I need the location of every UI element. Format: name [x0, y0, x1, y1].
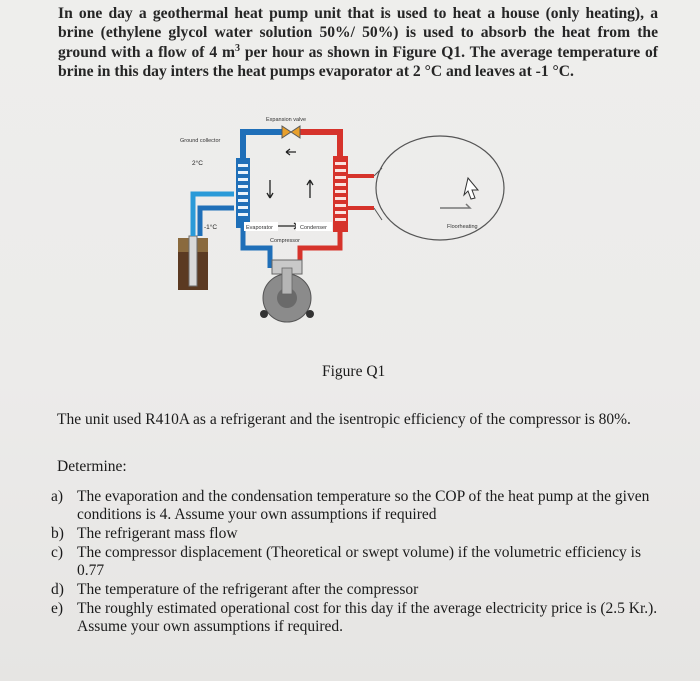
task-text: The compressor displacement (Theoretical or swept volume) if the volumetric efficiency is 0.77 — [77, 544, 641, 579]
heating-loop-pipes — [348, 176, 374, 208]
flow-arrow-up — [307, 180, 313, 198]
cursor-icon — [464, 178, 478, 199]
refrigerant-line-hot — [300, 132, 340, 156]
expansion-valve-right — [291, 126, 300, 138]
borehole-pipe — [189, 236, 197, 286]
label-temp-in: 2°C — [192, 160, 203, 167]
task-letter: a) — [51, 488, 64, 505]
house-zoom-circle — [376, 136, 504, 240]
label-compressor: Compressor — [270, 238, 300, 244]
refrigerant-statement: The unit used R410A as a refrigerant and the isentropic efficiency of the compressor is 80%. — [57, 411, 631, 428]
task-item — [48, 544, 658, 580]
flow-arrow-down — [267, 180, 273, 198]
task-letter: e) — [51, 600, 64, 617]
task-letter: b) — [51, 525, 64, 542]
task-letter: c) — [51, 544, 64, 561]
flow-arrow-right — [278, 223, 298, 229]
determine-heading: Determine: — [57, 458, 127, 475]
task-text: The refrigerant mass flow — [77, 525, 238, 542]
intro-text-1: In one day a geothermal heat pump unit that is used to heat a house (only heating), a brine (ethylene glycol water solution 50%/ 50%) is used to absorb the heat from the ground with a flow of 4 m — [58, 5, 658, 61]
label-evaporator: Evaporator — [246, 225, 273, 231]
task-text: The temperature of the refrigerant after the compressor — [77, 581, 419, 598]
brine-pipe-in — [200, 208, 234, 236]
label-condenser: Condenser — [300, 225, 327, 231]
compressor-bolt-left — [260, 310, 268, 318]
condenser-coil — [335, 162, 346, 221]
compressor-piston — [282, 268, 292, 294]
task-item — [48, 600, 658, 636]
floor-heating-pipe — [440, 204, 470, 208]
compressor-bolt-right — [306, 310, 314, 318]
task-text: The evaporation and the condensation temperature so the COP of the heat pump at the given conditions is 4. Assume your own assumptions if required — [77, 488, 650, 523]
suction-line — [243, 228, 270, 268]
label-temp-out: -1°C — [204, 224, 218, 231]
discharge-line — [300, 232, 340, 268]
flow-arrow-left — [286, 149, 296, 155]
label-floor-heating: Floorheating — [447, 224, 478, 230]
task-item — [48, 581, 658, 599]
intro-text-2: per hour as shown in Figure Q1. The average temperature of brine in this day inters the heat pumps evaporator at 2 °C and leaves at -1 °C. — [58, 43, 658, 80]
figure-caption: Figure Q1 — [322, 363, 386, 380]
task-letter: d) — [51, 581, 64, 598]
label-ground-collector: Ground collector — [180, 138, 221, 144]
expansion-valve-left — [282, 126, 291, 138]
task-text: The roughly estimated operational cost for this day if the average electricity price is (2.5 Kr.). Assume your own assumptions if required. — [77, 600, 658, 635]
heat-pump-diagram — [170, 108, 530, 348]
superscript-3: 3 — [235, 42, 241, 54]
problem-intro — [58, 4, 658, 81]
task-item — [48, 488, 658, 524]
label-expansion-valve: Expansion valve — [266, 117, 307, 123]
heat-pump-figure — [170, 108, 530, 348]
task-item — [48, 525, 658, 543]
task-list — [48, 488, 658, 637]
refrigerant-line-cold — [243, 132, 282, 158]
